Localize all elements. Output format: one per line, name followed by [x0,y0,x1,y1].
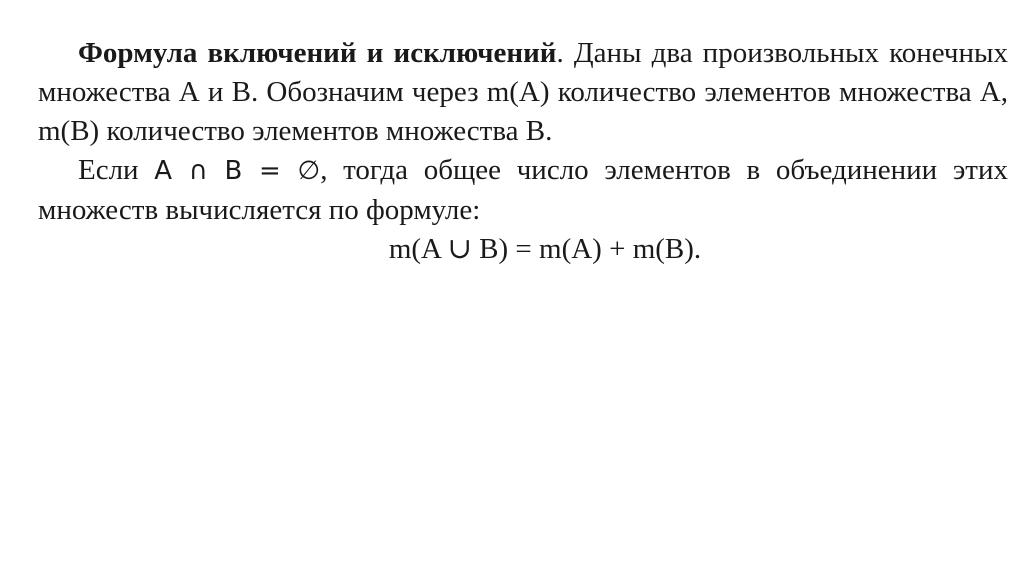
slide-content [38,34,1008,269]
union-formula: m(A ∪ B) = m(A) + m(B). [388,233,702,265]
term-title: Формула включений и исключений [78,37,557,69]
condition-paragraph [38,151,1008,230]
condition-lead-text: Если [78,154,155,186]
definition-text: . Даны два произвольных конечных множества А и В. Обозначим через m(A) количество элементов множества А, m(B) количество элементов множества В. [38,37,1008,147]
condition-trailing-text: , тогда общее число элементов в объединении этих множеств вычисляется по формуле: [38,154,1009,226]
condition-expression: A ∩ B = ∅ [154,156,321,186]
definition-paragraph [38,34,1008,151]
